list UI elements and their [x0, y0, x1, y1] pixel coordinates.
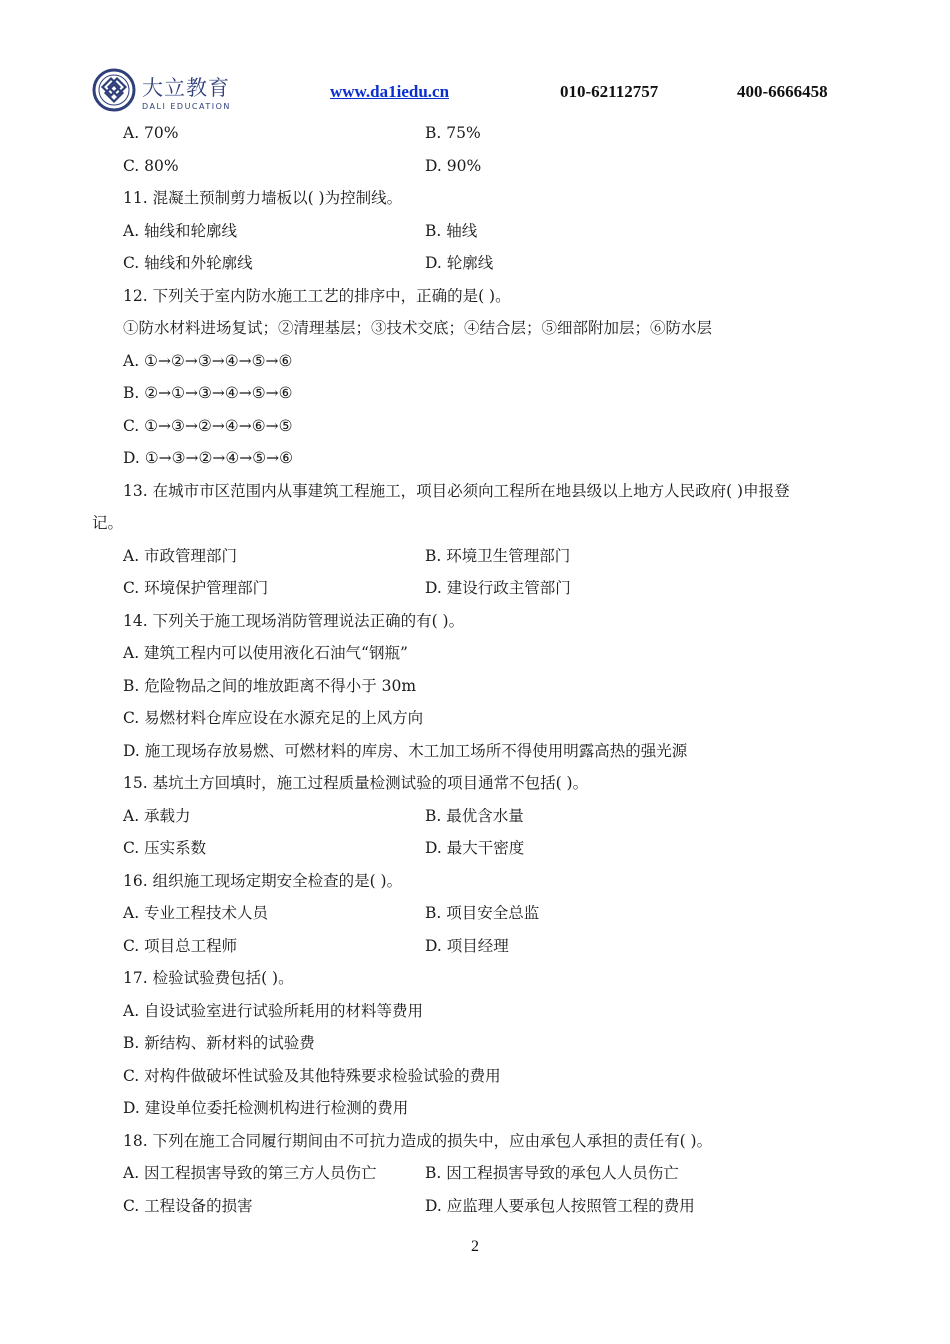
- option-d: D. 90%: [425, 156, 482, 175]
- option-a: A. 专业工程技术人员: [123, 904, 269, 922]
- option-row: [92, 897, 872, 930]
- question-12-stem: 12. 下列关于室内防水施工工艺的排序中，正确的是( )。: [123, 286, 511, 305]
- option-row: [92, 1190, 872, 1223]
- option-c: C. 对构件做破坏性试验及其他特殊要求检验试验的费用: [123, 1066, 501, 1085]
- option-c: C. 轴线和外轮廓线: [123, 254, 253, 272]
- option-c: C. 易燃材料仓库应设在水源充足的上风方向: [123, 709, 424, 727]
- option-row: [92, 215, 872, 248]
- option-a: A. 自设试验室进行试验所耗用的材料等费用: [123, 1001, 424, 1020]
- option-b: B. 新结构、新材料的试验费: [123, 1034, 315, 1052]
- option-c: C. 工程设备的损害: [123, 1196, 253, 1215]
- option-d: D. 建设单位委托检测机构进行检测的费用: [123, 1099, 409, 1117]
- question-13-stem: 13. 在城市市区范围内从事建筑工程施工，项目必须向工程所在地县级以上地方人民政府( )申报登: [123, 481, 790, 500]
- logo-chinese-name: 大立教育: [142, 76, 230, 100]
- logo: [92, 68, 242, 118]
- dali-logo-icon: [92, 68, 136, 112]
- phone-number-2: 400-6666458: [737, 82, 828, 101]
- option-b: B. 最优含水量: [425, 806, 524, 825]
- question-list: [92, 117, 872, 1222]
- option-row: [92, 832, 872, 865]
- option-c: C. 环境保护管理部门: [123, 579, 269, 597]
- option-b: B. 75%: [425, 124, 481, 142]
- option-b: B. 轴线: [425, 221, 478, 240]
- question-12-items: ①防水材料进场复试；②清理基层；③技术交底；④结合层；⑤细部附加层；⑥防水层: [123, 319, 713, 337]
- option-d: D. 项目经理: [425, 936, 509, 955]
- option-a: A. 轴线和轮廓线: [123, 221, 238, 240]
- option-row: [92, 540, 872, 573]
- option-d: D. 施工现场存放易燃、可燃材料的库房、木工加工场所不得使用明露高热的强光源: [123, 741, 688, 760]
- page-header: [0, 60, 950, 120]
- website-link[interactable]: www.da1iedu.cn: [330, 82, 450, 101]
- option-d: D. 建设行政主管部门: [425, 579, 571, 597]
- option-row: [92, 247, 872, 280]
- option-c: C. 项目总工程师: [123, 936, 238, 955]
- option-a: A. 因工程损害导致的第三方人员伤亡: [123, 1164, 377, 1182]
- page-number: 2: [471, 1238, 479, 1255]
- option-b: B. 项目安全总监: [425, 904, 540, 922]
- option-b: B. 因工程损害导致的承包人人员伤亡: [425, 1164, 679, 1182]
- question-16-stem: 16. 组织施工现场定期安全检查的是( )。: [123, 871, 403, 890]
- option-a: A. 承载力: [123, 806, 191, 825]
- question-11-stem: 11. 混凝土预制剪力墙板以( )为控制线。: [123, 189, 403, 207]
- option-c: C. ①→③→②→④→⑥→⑤: [123, 416, 293, 435]
- option-row: [92, 572, 872, 605]
- option-d: D. 轮廓线: [425, 254, 494, 272]
- option-row: [92, 1157, 872, 1190]
- option-d: D. ①→③→②→④→⑤→⑥: [123, 449, 294, 467]
- option-b: B. 环境卫生管理部门: [425, 546, 571, 565]
- option-b: B. ②→①→③→④→⑤→⑥: [123, 384, 293, 402]
- question-14-stem: 14. 下列关于施工现场消防管理说法正确的有( )。: [123, 611, 465, 630]
- question-15-stem: 15. 基坑土方回填时，施工过程质量检测试验的项目通常不包括( )。: [123, 774, 589, 792]
- option-a: A. 建筑工程内可以使用液化石油气“钢瓶”: [123, 644, 408, 662]
- option-row: [92, 800, 872, 833]
- logo-english-name: DALI EDUCATION: [142, 102, 231, 111]
- option-a: A. 市政管理部门: [123, 546, 238, 565]
- question-13-stem-continued: 记。: [92, 514, 124, 532]
- option-row: [92, 117, 872, 150]
- option-row: [92, 930, 872, 963]
- option-a: A. 70%: [123, 124, 179, 142]
- option-c: C. 80%: [123, 156, 179, 175]
- option-c: C. 压实系数: [123, 839, 207, 857]
- option-d: D. 最大干密度: [425, 839, 525, 857]
- option-d: D. 应监理人要承包人按照管工程的费用: [425, 1196, 695, 1215]
- option-a: A. ①→②→③→④→⑤→⑥: [123, 351, 293, 370]
- phone-number-1: 010-62112757: [560, 82, 659, 101]
- question-17-stem: 17. 检验试验费包括( )。: [123, 969, 294, 987]
- option-b: B. 危险物品之间的堆放距离不得小于 30m: [123, 676, 417, 695]
- question-18-stem: 18. 下列在施工合同履行期间由不可抗力造成的损失中，应由承包人承担的责任有( )。: [123, 1131, 713, 1150]
- option-row: [92, 150, 872, 183]
